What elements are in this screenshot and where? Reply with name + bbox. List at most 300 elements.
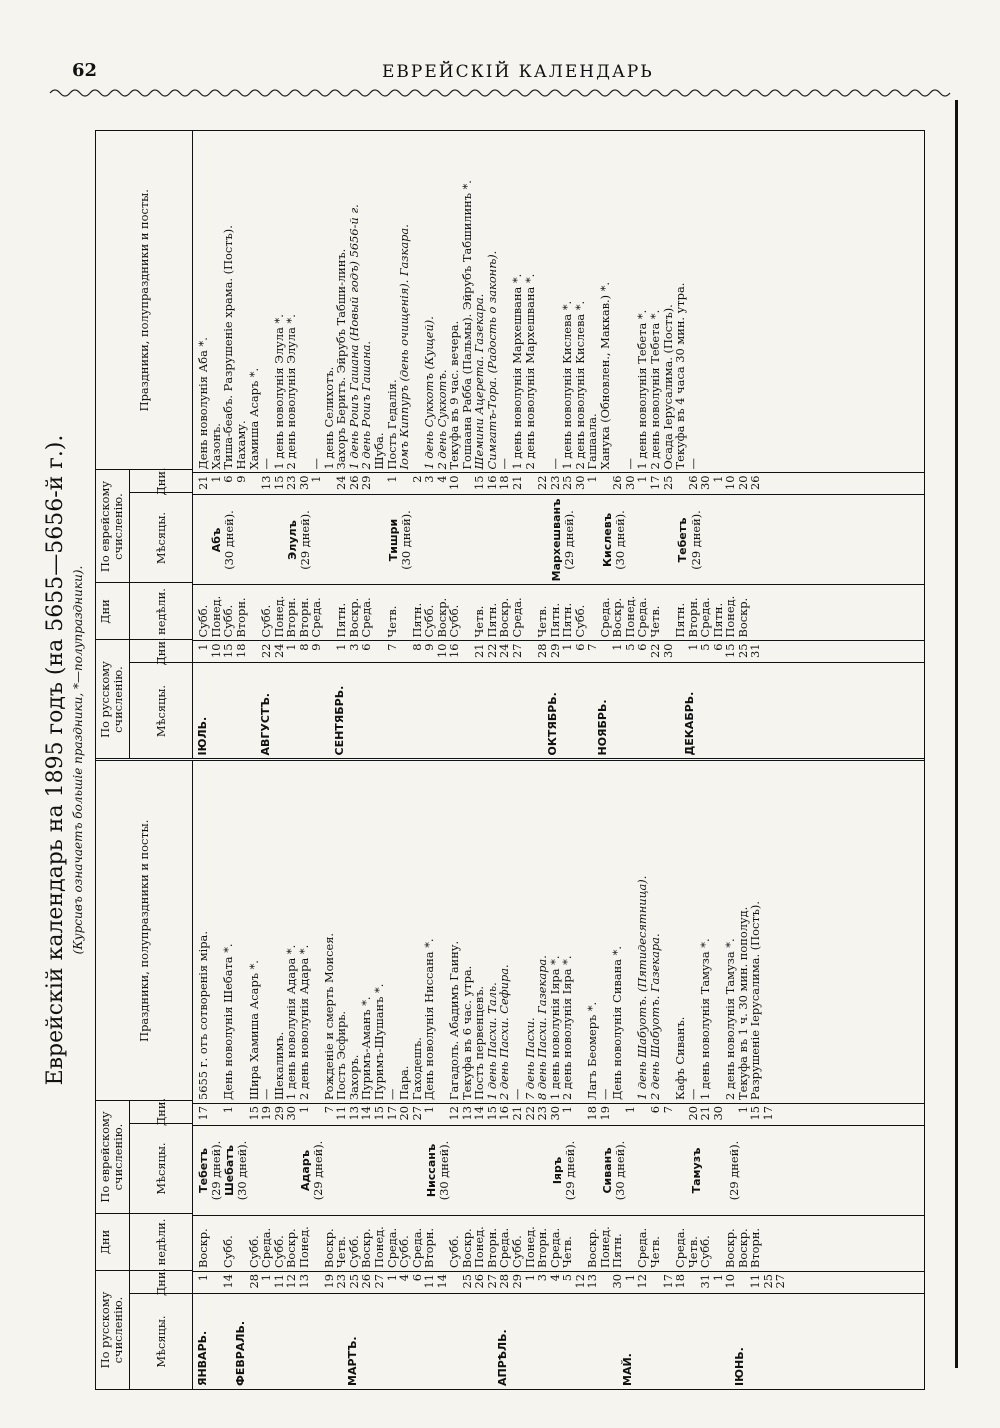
weekday-cell: Среда. [673,1227,688,1268]
russian-day-cell: 11 [748,1274,763,1289]
russian-day-cell: 4 [547,1274,562,1282]
russian-month-cell [609,667,622,756]
hebrew-month-cell [261,1129,274,1212]
weekday-cell: Понед. [208,595,223,638]
holiday-cell: День новолунія Аба *. [196,337,211,470]
weekday-cell: Пятн. [334,602,349,638]
hebrew-month-cell: (29 дней). [726,1140,741,1201]
hebrew-month-cell: Тамузъ [689,1147,703,1194]
header-days [96,1213,192,1270]
hebrew-month-cell [337,1129,350,1212]
hebrew-day-cell: 19 [597,1106,612,1121]
holiday-cell: Гошаана Рабба (Пальмы). Эйрубъ Табшилинъ *. [459,180,474,470]
holiday-cell: — [384,1088,399,1100]
table-body [193,762,924,1390]
weekday-cell: Четв. [560,1236,575,1268]
hebrew-day-cell: 20 [397,1106,412,1121]
russian-day-cell: 6 [710,643,725,651]
russian-month-cell [272,667,285,756]
hebrew-day-cell: 7 [321,1106,336,1114]
russian-month-cell: МАРТЪ. [345,1336,359,1386]
hebrew-month-cell [525,499,538,582]
hebrew-month-cell [727,499,740,582]
header-russian [96,637,192,759]
hebrew-day-cell [724,1106,737,1122]
holiday-cell: Текуфа въ 9 час. вечера. [447,320,462,470]
russian-month-cell [659,667,672,756]
holiday-cell: Осада Іерусалима. (Постъ). [660,304,675,470]
hebrew-day-cell: 2 [409,475,424,483]
holiday-cell: 1 день новолунія Тебета *. [635,309,650,470]
hebrew-month-cell: Шебатъ [223,1145,237,1196]
header-weekdays: недѣли. [154,1218,169,1266]
hebrew-day-cell: 1 [560,1106,575,1114]
weekday-cell: Субб. [221,1235,236,1268]
hebrew-day-cell: 1 [735,1106,750,1114]
hebrew-day-cell: 30 [284,1106,299,1121]
hebrew-day-cell: 11 [334,1106,349,1121]
holiday-cell: 1 день новолунія Кислева *. [560,300,575,470]
hebrew-month-cell [462,499,475,582]
hebrew-day-cell: 20 [735,475,750,490]
holiday-cell: 2 день Суккотъ. [434,369,449,470]
russian-day-cell: 1 [522,1274,537,1282]
russian-day-cell: 27 [773,1274,788,1289]
weekday-cell: Понед. [371,1226,386,1268]
russian-day-cell: 12 [635,1274,650,1289]
column-ru-months [193,1293,924,1389]
russian-day-cell: 14 [434,1274,449,1289]
header-hebrew-label: По еврейскому счисленію. [96,1101,130,1213]
russian-month-cell [247,1297,260,1386]
hebrew-month-cell: (30 дней). [398,510,413,570]
russian-month-cell [297,667,310,756]
hebrew-day-cell: 23 [547,475,562,490]
hebrew-month-cell [526,1129,539,1212]
column-weekdays [193,585,924,641]
russian-month-cell [409,1297,422,1386]
weekday-cell: Среда. [259,1227,274,1268]
holiday-cell: 2 день новолунія Тебета *. [648,309,662,470]
holiday-cell: Текуфа въ 6 час. утра. [459,965,474,1100]
hebrew-month-cell [665,1129,678,1212]
hebrew-day-cell: 30 [698,475,713,490]
russian-day-cell: 11 [422,1274,437,1289]
hebrew-month-cell [639,499,652,582]
russian-day-cell: 25 [459,1274,474,1289]
header-holidays: Праздники, полупраздники и посты. [137,189,152,412]
holiday-cell: Пуримъ-Аманъ *. [359,996,374,1100]
hebrew-day-cell: 10 [447,475,462,490]
hebrew-month-cell [375,1129,388,1212]
header-russian-label: По русскому счисленію. [96,1271,130,1389]
holiday-cell: 2 день новолунія Кислева *. [572,300,587,470]
hebrew-month-cell: Элулъ [285,520,299,560]
russian-month-cell [684,1297,697,1386]
russian-month-cell [309,1297,322,1386]
hebrew-month-cell [412,499,425,582]
header-hebrew [96,467,192,583]
weekday-cell: Воскр. [359,1228,374,1268]
holiday-cell: Гаходешъ. [409,1037,424,1100]
holiday-cell: 2 день Шабуотъ. Газекара. [647,933,662,1100]
weekday-cell: Понед. [597,1226,612,1268]
russian-day-cell: 26 [472,1274,487,1289]
hebrew-day-cell: 30 [710,1106,725,1121]
hebrew-month-cell: (30 дней). [612,510,627,570]
russian-day-cell: 10 [208,643,223,658]
hebrew-month-cell: (30 дней). [235,1140,250,1201]
russian-month-cell [434,667,447,756]
russian-day-cell: 3 [535,1274,550,1282]
holiday-cell: Разрушеніе Іерусалима. (Постъ). [748,901,763,1100]
weekday-cell: Воскр. [284,1228,299,1268]
weekday-cell: Четв. [647,605,662,638]
hebrew-day-cell: 1 [221,1106,236,1114]
hebrew-day-cell: 15 [748,1106,763,1121]
hebrew-month-cell [487,499,500,582]
hebrew-day-cell: 24 [334,475,349,490]
hebrew-month-cell: (29 дней). [562,1140,577,1201]
russian-month-cell [696,1297,709,1386]
hebrew-month-cell [374,499,387,582]
weekday-cell: Среда. [409,1227,424,1268]
holiday-cell: 2 день новолунія Іяра *. [560,955,575,1100]
russian-month-cell [459,1297,472,1386]
russian-day-cell: 6 [635,643,650,651]
russian-month-cell [634,667,647,756]
hebrew-day-cell: 25 [660,475,675,490]
weekday-cell: Понед. [622,595,637,638]
hebrew-month-cell [324,499,337,582]
russian-month-cell [346,667,359,756]
russian-month-cell [646,667,659,756]
russian-day-cell: 15 [723,643,738,658]
russian-month-cell [559,1297,572,1386]
russian-day-cell: 10 [723,1274,738,1289]
hebrew-day-cell: 23 [535,1106,550,1121]
hebrew-day-cell: 30 [547,1106,562,1121]
hebrew-month-cell [362,1129,375,1212]
russian-month-cell [521,1297,534,1386]
column-he-months [193,495,924,585]
weekday-cell: Воскр. [434,597,449,638]
holiday-cell: День новолунія Ниссана *. [422,938,437,1100]
holiday-cell: 1 день Пасхи. Таль. [484,982,499,1100]
holiday-cell: 1 день новолунія Іяра *. [547,955,562,1100]
weekday-cell: Понед. [723,595,738,638]
russian-month-cell [272,1297,285,1386]
holiday-cell: Кафъ Сиванъ. [673,1016,688,1100]
holiday-cell: — [509,1088,524,1100]
hebrew-day-cell: 1 [296,1106,311,1114]
hebrew-month-cell: (29 дней). [688,510,703,570]
weekday-cell: Пятн. [610,1233,625,1268]
russian-day-cell: 24 [497,643,512,658]
weekday-cell: Понед. [472,1226,487,1268]
hebrew-day-cell: 26 [610,475,625,490]
weekday-cell: Субб. [572,604,587,638]
holiday-cell: 5655 г. отъ сотворенія міра. [196,931,211,1100]
hebrew-day-cell: 4 [434,475,449,483]
weekday-cell: Субб. [246,1235,261,1268]
holiday-cell: 1 день Суккотъ (Кущей). [422,316,437,470]
weekday-cell: Субб. [221,604,236,638]
hebrew-day-cell: 16 [497,1106,512,1121]
hebrew-month-cell [475,499,488,582]
holiday-cell [536,134,549,470]
holiday-cell: 2 день новолунія Тамуза *. [723,938,738,1100]
russian-day-cell: 9 [309,643,324,651]
russian-month-cell [759,1297,772,1386]
hebrew-month-cell [639,1129,652,1212]
hebrew-day-cell: 18 [497,475,512,490]
russian-day-cell [235,1274,248,1290]
hebrew-day-cell: 21 [698,1106,713,1121]
russian-month-cell [509,667,522,756]
hebrew-month-cell [286,1129,299,1212]
weekday-cell: Среда. [597,597,612,638]
hebrew-day-cell: 30 [296,475,311,490]
holiday-cell: Ханука (Обновлен., Маккав.) *. [597,281,612,470]
russian-day-cell: 9 [422,643,437,651]
weekday-cell: Вторн. [296,597,311,638]
header-months: Мѣсяцы. [154,684,169,738]
hebrew-month-cell [589,1129,602,1212]
russian-month-cell [696,667,709,756]
weekday-cell: Воскр. [735,597,750,638]
weekday-cell: Среда. [698,597,713,638]
column-he-months [193,1125,924,1215]
weekday-cell: Среда. [497,1227,512,1268]
hebrew-month-cell [475,1129,488,1212]
russian-month-cell [559,667,572,756]
russian-day-cell: 29 [509,1274,524,1289]
column-ru-days [193,641,924,663]
weekday-cell: Среда. [309,597,324,638]
russian-month-cell [484,667,497,756]
weekday-cell: Воскр. [196,1228,211,1268]
russian-day-cell: 4 [397,1274,412,1282]
russian-day-cell: 27 [371,1274,386,1289]
russian-day-cell: 1 [622,1274,637,1282]
hebrew-day-cell: 20 [685,1106,700,1121]
russian-month-cell [447,667,460,756]
holiday-cell: День новолунія Шебата *. [221,943,236,1100]
hebrew-month-cell [311,499,324,582]
weekday-cell: Субб. [698,1235,713,1268]
russian-day-cell [674,644,687,660]
russian-day-cell: 1 [685,643,700,651]
header-days [96,583,192,640]
russian-day-cell: 1 [610,643,625,651]
russian-month-cell [584,1297,597,1386]
russian-month-cell [572,1297,585,1386]
header-daynum: Дни. [130,471,192,494]
weekday-cell: Воскр. [735,1228,750,1268]
hebrew-day-cell: 14 [472,1106,487,1121]
russian-month-cell [384,1297,397,1386]
hebrew-month-cell [197,499,210,582]
hebrew-month-cell: Абъ [209,527,223,553]
holiday-cell: — [309,458,324,470]
weekday-cell: Пятн. [560,602,575,638]
hebrew-month-cell [500,1129,513,1212]
russian-month-cell: ФЕВРАЛЬ. [233,1320,247,1386]
hebrew-month-cell [537,499,550,582]
header-hebrew [96,1097,192,1213]
holiday-cell: Гашаала. [585,413,600,470]
holiday-cell: Іомъ Киппуръ (день очищенія). Газкара. [397,224,412,470]
header-russian [96,1267,192,1389]
column-festivals [193,762,924,1104]
weekday-cell: Пятн. [547,602,562,638]
table-header [96,131,193,759]
russian-month-cell [384,667,397,756]
holiday-cell: Хамиша Асаръ *. [246,367,261,470]
holiday-cell [611,134,624,470]
russian-day-cell [310,1274,323,1290]
holiday-cell: 1 день Селихотъ. [321,366,336,470]
weekday-cell: Воскр. [459,1228,474,1268]
holiday-cell: 1 день новолунія Тамуза *. [698,938,713,1100]
holiday-cell: День новолунія Сивана *. [610,946,625,1100]
russian-month-cell [409,667,422,756]
hebrew-month-cell [512,499,525,582]
hebrew-day-cell: 17 [384,1106,399,1121]
holiday-cell [235,765,248,1101]
russian-day-cell: 11 [271,1274,286,1289]
hebrew-day-cell: 21 [509,1106,524,1121]
russian-month-cell [497,667,510,756]
holiday-cell: Текуфа въ 1 ч. 30 мин. пополуд. [735,906,750,1100]
weekday-cell: Понед. [271,595,286,638]
hebrew-day-cell: 13 [346,1106,361,1121]
holiday-cell: Захоръ Беритъ. Эйрубъ Табши-линъ. [334,248,349,470]
hebrew-month-cell [664,499,677,582]
holiday-cell: Шуба. [372,432,387,470]
russian-month-cell [284,667,297,756]
column-he-days [193,473,924,495]
weekday-cell [749,589,762,638]
russian-day-cell: 28 [535,643,550,658]
hebrew-month-cell: (30 дней). [222,510,236,570]
holiday-cell: Шемини Ацерета. Газекара. [472,293,487,470]
hebrew-day-cell: 23 [284,475,299,490]
russian-month-cell [297,1297,310,1386]
russian-month-cell [547,1297,560,1386]
russian-day-cell: 19 [321,1274,336,1289]
weekday-cell: Среда. [384,1227,399,1268]
hebrew-day-cell: 7 [660,1106,675,1114]
weekday-cell [398,589,411,638]
hebrew-month-cell [336,499,349,582]
russian-month-cell [459,667,472,756]
weekday-cell: Среда. [635,597,650,638]
hebrew-month-cell [412,1129,425,1212]
russian-month-cell [247,667,260,756]
hebrew-day-cell: 13 [459,1106,474,1121]
weekday-cell: Субб. [397,1235,412,1268]
russian-month-cell [509,1297,522,1386]
russian-month-cell [659,1297,672,1386]
hebrew-month-cell [437,499,450,582]
hebrew-month-cell [500,499,513,582]
hebrew-month-cell: (29 дней). [310,1140,325,1201]
holiday-cell: 2 день Пасхи. Сефира. [497,964,512,1100]
holiday-cell: — [259,1088,274,1100]
russian-month-cell [309,667,322,756]
weekday-cell: Субб. [196,604,211,638]
hebrew-month-cell [261,499,274,582]
russian-month-cell [472,1297,485,1386]
russian-day-cell: 7 [384,643,399,651]
russian-day-cell: 1 [384,1274,399,1282]
russian-day-cell: 22 [259,643,274,658]
weekday-cell: Субб. [346,1235,361,1268]
hebrew-month-cell [740,499,753,582]
russian-month-cell [572,667,585,756]
weekday-cell: Вторн. [422,1227,437,1268]
russian-month-cell [734,667,747,756]
russian-day-cell: 25 [760,1274,775,1289]
column-ru-days [193,1271,924,1293]
holiday-cell: — [547,458,562,470]
weekday-cell: Понед. [522,1226,537,1268]
hebrew-month-cell [588,499,601,582]
hebrew-month-cell [324,1129,337,1212]
weekday-cell: Субб. [259,604,274,638]
weekday-cell: Субб. [447,1235,462,1268]
russian-day-cell: 31 [748,643,763,658]
hebrew-month-cell [703,1129,716,1212]
weekday-cell: Пятн. [673,602,688,638]
header-weekdays: недѣли. [154,588,169,635]
russian-day-cell: 13 [585,1274,600,1289]
hebrew-day-cell: 17 [196,1106,211,1121]
hebrew-day-cell: 22 [535,475,550,490]
russian-day-cell: 27 [509,643,524,658]
hebrew-month-cell: Тебетъ [197,1148,211,1193]
hebrew-day-cell: 6 [647,1106,662,1114]
header-months: Мѣсяцы. [154,1315,169,1368]
hebrew-day-cell: 29 [271,1106,286,1121]
weekday-cell: Среда. [547,1227,562,1268]
russian-month-cell [671,1297,684,1386]
russian-month-cell [634,1297,647,1386]
weekday-cell: Среда. [359,597,374,638]
weekday-cell: Воскр. [585,1228,600,1268]
russian-day-cell: 26 [359,1274,374,1289]
hebrew-day-cell: 21 [196,475,211,490]
russian-day-cell: 3 [346,643,361,651]
russian-day-cell: 27 [484,1274,499,1289]
hebrew-month-cell [488,1129,501,1212]
russian-day-cell: 30 [610,1274,625,1289]
hebrew-day-cell: 13 [259,475,274,490]
russian-day-cell: 31 [698,1274,713,1289]
holiday-cell: Постъ первенцевъ. [472,985,487,1100]
header-days-label: Дни [96,584,130,640]
russian-day-cell [649,1274,662,1290]
weekday-cell: Субб. [447,604,462,638]
hebrew-day-cell: 19 [259,1106,274,1121]
russian-day-cell: 28 [246,1274,261,1289]
hebrew-day-cell: 15 [371,1106,386,1121]
hebrew-month-cell [576,1129,589,1212]
russian-day-cell: 10 [434,643,449,658]
russian-day-cell [373,644,386,660]
